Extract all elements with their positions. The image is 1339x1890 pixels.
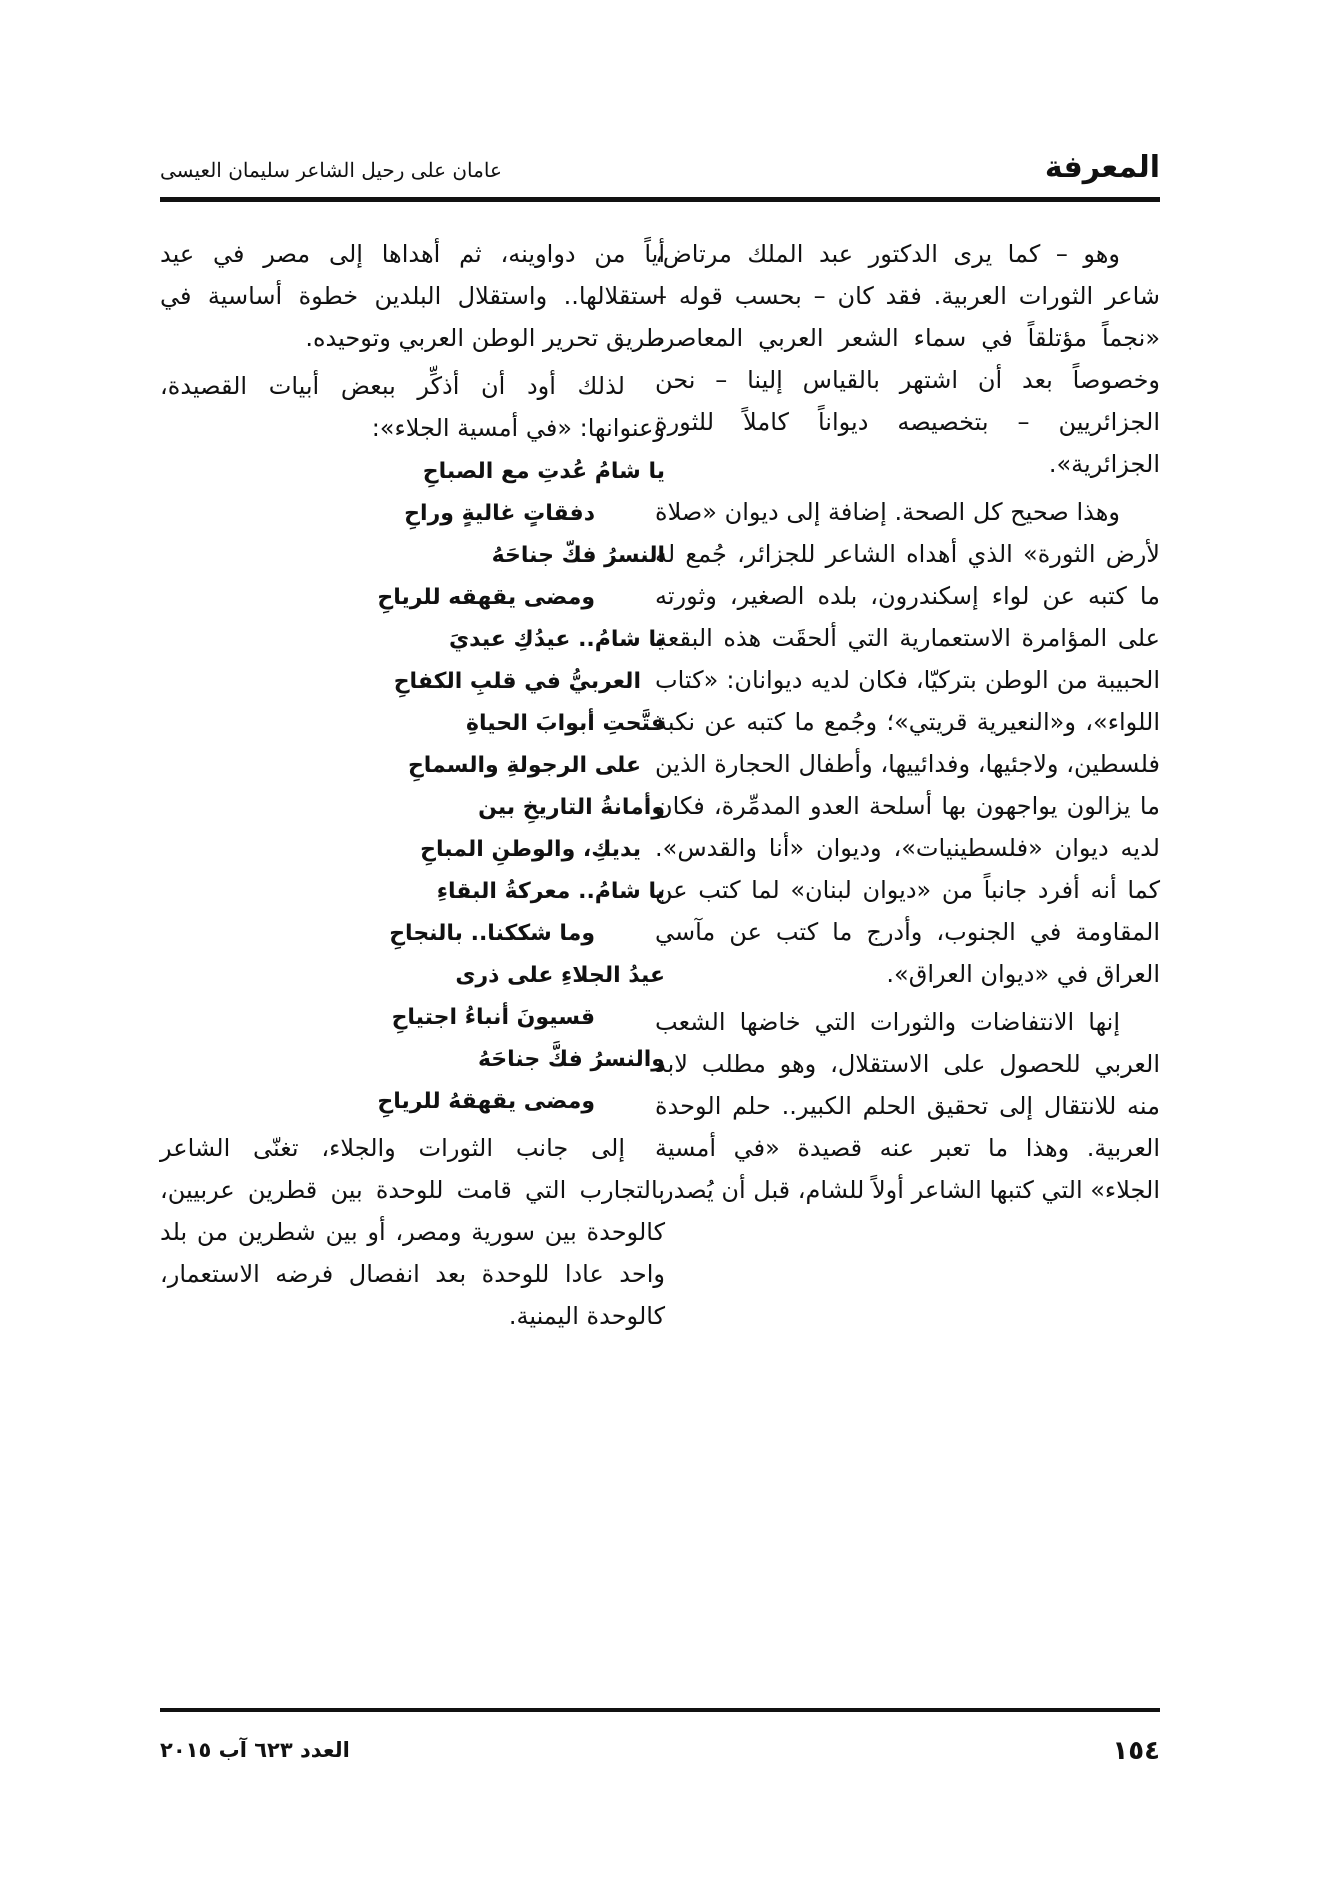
poem-verse: يا شامُ.. معركةُ البقاءِ [436,879,665,904]
poem-verse: ومضى يقهقهُ للرياحِ [377,1089,595,1114]
poem-verse: يديكِ، والوطنِ المباحِ [420,837,641,862]
poem-verse: يا شامُ.. عيدُكِ عيديَ [449,627,665,652]
article-paragraph: إلى جانب الثورات والجلاء، تغنّى الشاعر بالتجارب التي قامت للوحدة بين قطرين عربيين، كالوحدة بين سورية ومصر، أو بين شطرين من بلد واحد عادا للوحدة بعد انفصال فرضه الاستعمار، كالوحدة اليمنية. [160,1134,665,1330]
poem-verse: والنسرُ فكَّ جناحَهُ [477,1047,665,1072]
poem-verse: وأمانةُ التاريخِ بين [478,795,665,820]
poem-verse: العربيُّ في قلبِ الكفاحِ [393,669,641,694]
article-paragraph: لذلك أود أن أذكِّر ببعض أبيات القصيدة، وعنوانها: «في أمسية الجلاء»: [160,372,665,442]
header-rule [160,197,1160,202]
poem-verse: على الرجولةِ والسماحِ [407,753,641,778]
magazine-brand: المعرفة [1044,150,1160,185]
poem-verse: ومضى يقهقه للرياحِ [377,585,595,610]
left-column [160,233,665,1337]
poem-verse: وما شككنا.. بالنجاحِ [389,921,595,946]
poem-verse: قسيونَ أنباءُ اجتياحِ [391,1005,595,1030]
poem-verse: يا شامُ عُدتِ مع الصباحِ [422,459,665,484]
poem-verse: النسرُ فكّ جناحَهُ [491,543,665,568]
article-paragraph: إنها الانتفاضات والثورات التي خاضها الشعب العربي للحصول على الاستقلال، وهو مطلب لابد منه للانتقال إلى تحقيق الحلم الكبير.. حلم الوحدة العربية. وهذا ما تعبر عنه قصيدة «في أمسية الجلاء» التي كتبها الشاعر أولاً للشام، قبل أن يُصدر [655,1008,1160,1204]
page-footer [160,1736,1160,1776]
footer-rule [160,1708,1160,1712]
poem-verse: فتَّحتِ أبوابَ الحياةِ [466,711,665,736]
poem-verse: عيدُ الجلاءِ على ذرى [455,963,665,988]
page-number: ١٥٤ [1112,1736,1160,1766]
article-paragraph: وهذا صحيح كل الصحة. إضافة إلى ديوان «صلاة لأرض الثورة» الذي أهداه الشاعر للجزائر، جُمع له ما كتبه عن لواء إسكندرون، بلده الصغير، وثورته على المؤامرة الاستعمارية التي ألحقَت هذه البقعة الحبيبة من الوطن بتركيّا، فكان لديه ديوانان: «كتاب اللواء»، و«النعيرية قريتي»؛ وجُمع ما كتبه عن نكبة فلسطين، ولاجئيها، وفدائييها، وأطفال الحجارة الذين ما يزالون يواجهون بها أسلحة العدو المدمِّرة، فكان لديه ديوان «فلسطينيات»، وديوان «أنا والقدس». كما أنه أفرد جانباً من «ديوان لبنان» لما كتب عن المقاومة في الجنوب، وأدرج ما كتب عن مآسي العراق في «ديوان العراق». [655,498,1160,988]
page-header [160,148,1160,198]
running-title: عامان على رحيل الشاعر سليمان العيسى [160,158,502,182]
poem-excerpt [160,451,665,1123]
poem-verse: دفقاتٍ غاليةٍ وراحِ [404,501,595,526]
issue-label: العدد ٦٢٣ آب ٢٠١٥ [160,1738,350,1762]
article-paragraph: وهو – كما يرى الدكتور عبد الملك مرتاض، شاعر الثورات العربية. فقد كان – بحسب قوله – «نجماً مؤتلقاً في سماء الشعر العربي المعاصر، وخصوصاً بعد أن اشتهر بالقياس إلينا – نحن الجزائريين – بتخصيصه ديواناً كاملاً للثورة الجزائرية». [655,240,1160,478]
right-column [655,233,1160,1211]
article-paragraph: أياً من دواوينه، ثم أهداها إلى مصر في عيد استقلالها.. واستقلال البلدين خطوة أساسية في طريق تحرير الوطن العربي وتوحيده. [160,240,665,352]
